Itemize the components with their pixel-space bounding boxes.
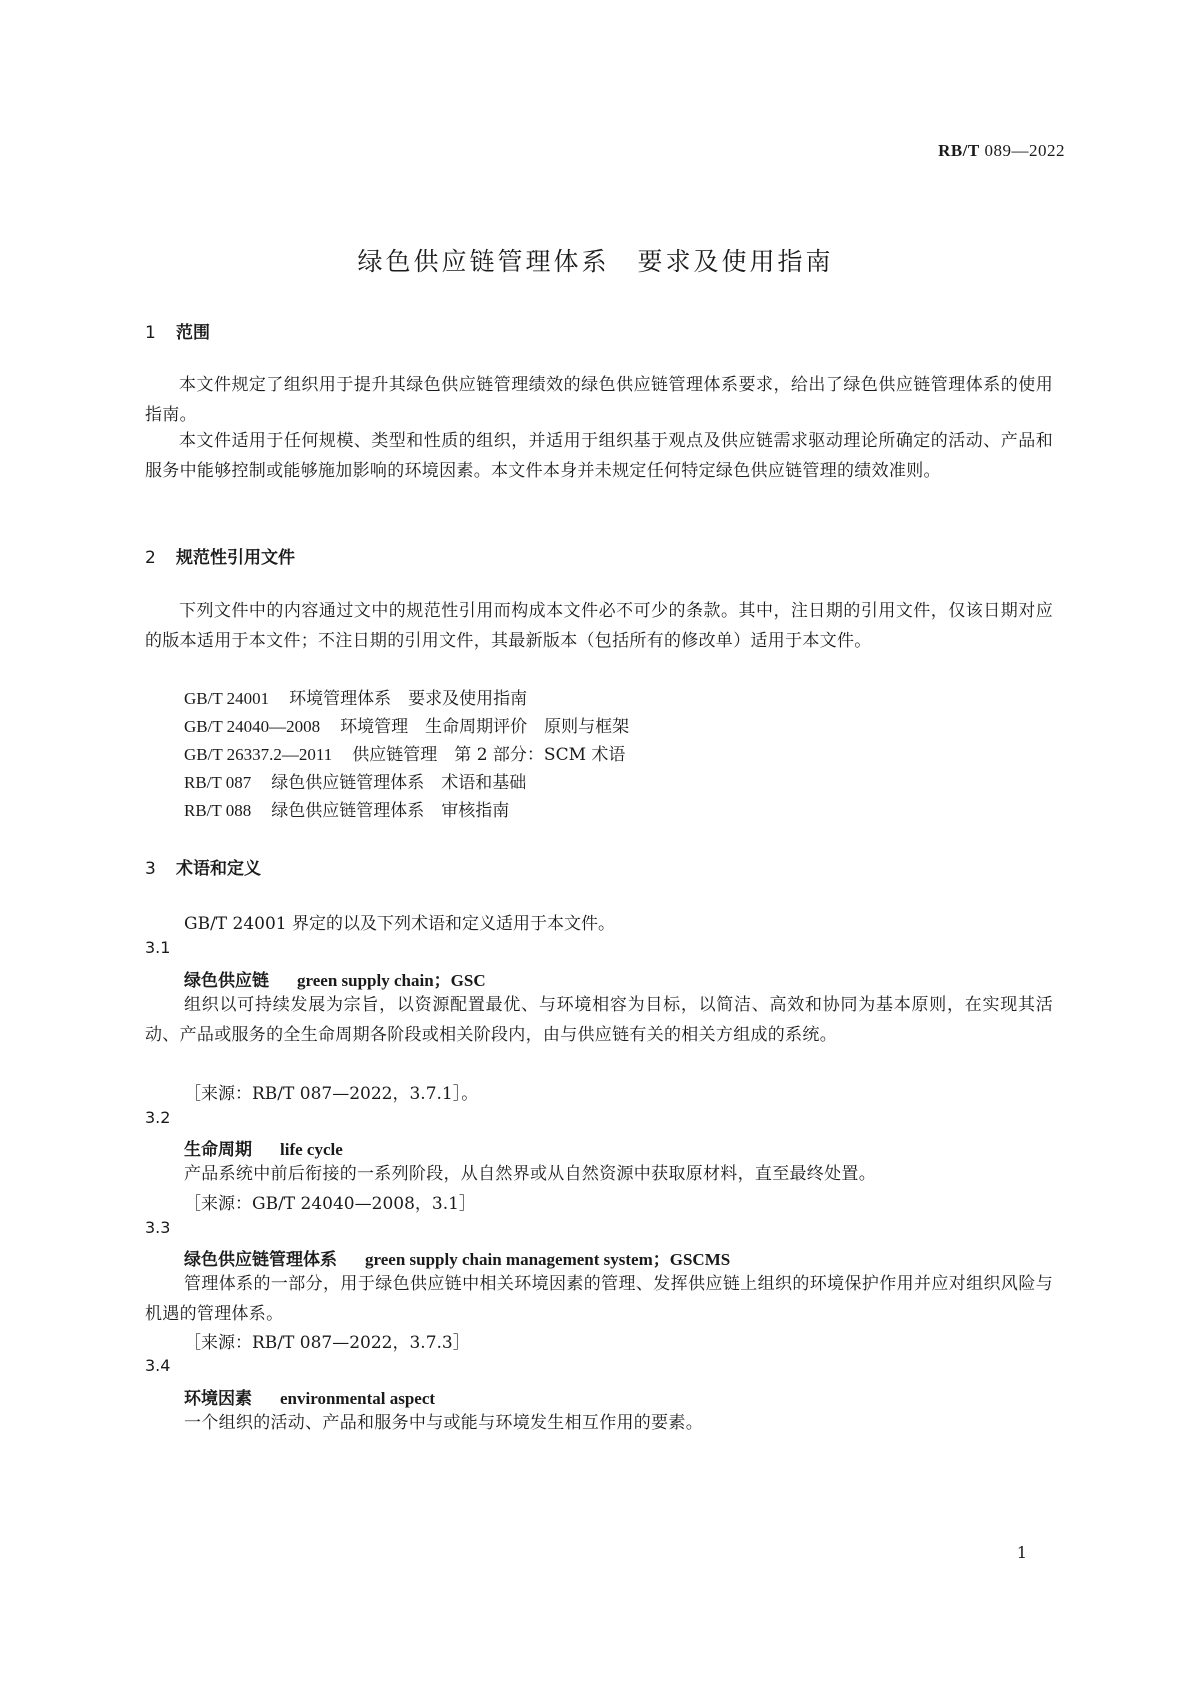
term-definition: 一个组织的活动、产品和服务中与或能与环境发生相互作用的要素。 — [184, 1413, 703, 1433]
reference-title: 供应链管理 第 2 部分：SCM 术语 — [352, 745, 626, 765]
scope-paragraph-2: 本文件适用于任何规模、类型和性质的组织，并适用于组织基于观点及供应链需求驱动理论所确定的活动、产品和服务中能够控制或能够施加影响的环境因素。本文件本身并未规定任何特定绿色供应链管理的绩效准则。 — [145, 431, 1053, 482]
term-zh: 绿色供应链 — [184, 971, 269, 991]
term-en: green supply chain；GSC — [297, 971, 486, 990]
clause-number: 3.1 — [145, 938, 171, 957]
section-title: 术语和定义 — [176, 859, 261, 879]
term-en: green supply chain management system；GSCMS — [365, 1250, 731, 1269]
term-source: ［来源：GB/T 24040—2008，3.1］ — [184, 1194, 476, 1214]
reference-item — [184, 796, 509, 821]
normative-references-paragraph: 下列文件中的内容通过文中的规范性引用而构成本文件必不可少的条款。其中，注日期的引用文件，仅该日期对应的版本适用于本文件；不注日期的引用文件，其最新版本（包括所有的修改单）适用于本文件。 — [145, 601, 1053, 652]
reference-code: RB/T 088 — [184, 801, 252, 820]
reference-code: GB/T 24001 — [184, 689, 270, 708]
term-en: environmental aspect — [280, 1389, 436, 1408]
section-number: 2 — [145, 548, 156, 568]
term-en: life cycle — [280, 1140, 343, 1159]
reference-item — [184, 768, 526, 793]
term-source: ［来源：RB/T 087—2022，3.7.1］。 — [184, 1084, 479, 1104]
doc-prefix: RB/T — [938, 141, 980, 160]
document-number — [938, 141, 1065, 161]
term-heading — [184, 1384, 435, 1409]
clause-number: 3.4 — [145, 1356, 171, 1375]
page-number: 1 — [1016, 1543, 1027, 1562]
reference-code: RB/T 087 — [184, 773, 252, 792]
term-heading — [184, 966, 486, 991]
reference-item — [184, 712, 629, 737]
term-heading — [184, 1245, 730, 1270]
reference-title: 绿色供应链管理体系 术语和基础 — [271, 773, 527, 793]
term-zh: 绿色供应链管理体系 — [184, 1250, 337, 1270]
reference-title: 绿色供应链管理体系 审核指南 — [271, 801, 510, 821]
reference-code: GB/T 24040—2008 — [184, 717, 321, 736]
reference-title: 环境管理体系 要求及使用指南 — [289, 689, 528, 709]
term-definition: 组织以可持续发展为宗旨，以资源配置最优、与环境相容为目标，以简洁、高效和协同为基本原则，在实现其活动、产品或服务的全生命周期各阶段或相关阶段内，由与供应链有关的相关方组成的系统。 — [145, 995, 1053, 1046]
term-definition: 产品系统中前后衔接的一系列阶段，从自然界或从自然资源中获取原材料，直至最终处置。 — [184, 1164, 876, 1184]
term-zh: 生命周期 — [184, 1140, 252, 1160]
scope-paragraph-1: 本文件规定了组织用于提升其绿色供应链管理绩效的绿色供应链管理体系要求，给出了绿色供应链管理体系的使用指南。 — [145, 375, 1053, 426]
term-zh: 环境因素 — [184, 1389, 252, 1409]
section-number: 3 — [145, 859, 156, 879]
terms-intro: GB/T 24001 界定的以及下列术语和定义适用于本文件。 — [184, 914, 616, 934]
term-source: ［来源：RB/T 087—2022，3.7.3］ — [184, 1333, 470, 1353]
section-title: 范围 — [176, 323, 210, 343]
reference-item — [184, 740, 625, 765]
section-title: 规范性引用文件 — [176, 548, 295, 568]
clause-number: 3.2 — [145, 1108, 171, 1127]
clause-number: 3.3 — [145, 1218, 171, 1237]
term-heading — [184, 1135, 343, 1160]
document-title: 绿色供应链管理体系 要求及使用指南 — [357, 247, 834, 276]
reference-title: 环境管理 生命周期评价 原则与框架 — [340, 717, 630, 737]
doc-number-value: 089—2022 — [979, 141, 1065, 160]
section-1-heading — [145, 318, 210, 343]
reference-code: GB/T 26337.2—2011 — [184, 745, 333, 764]
section-2-heading — [145, 543, 295, 568]
reference-item — [184, 684, 527, 709]
term-definition: 管理体系的一部分，用于绿色供应链中相关环境因素的管理、发挥供应链上组织的环境保护作用并应对组织风险与机遇的管理体系。 — [145, 1274, 1053, 1325]
section-number: 1 — [145, 323, 156, 343]
section-3-heading — [145, 854, 261, 879]
